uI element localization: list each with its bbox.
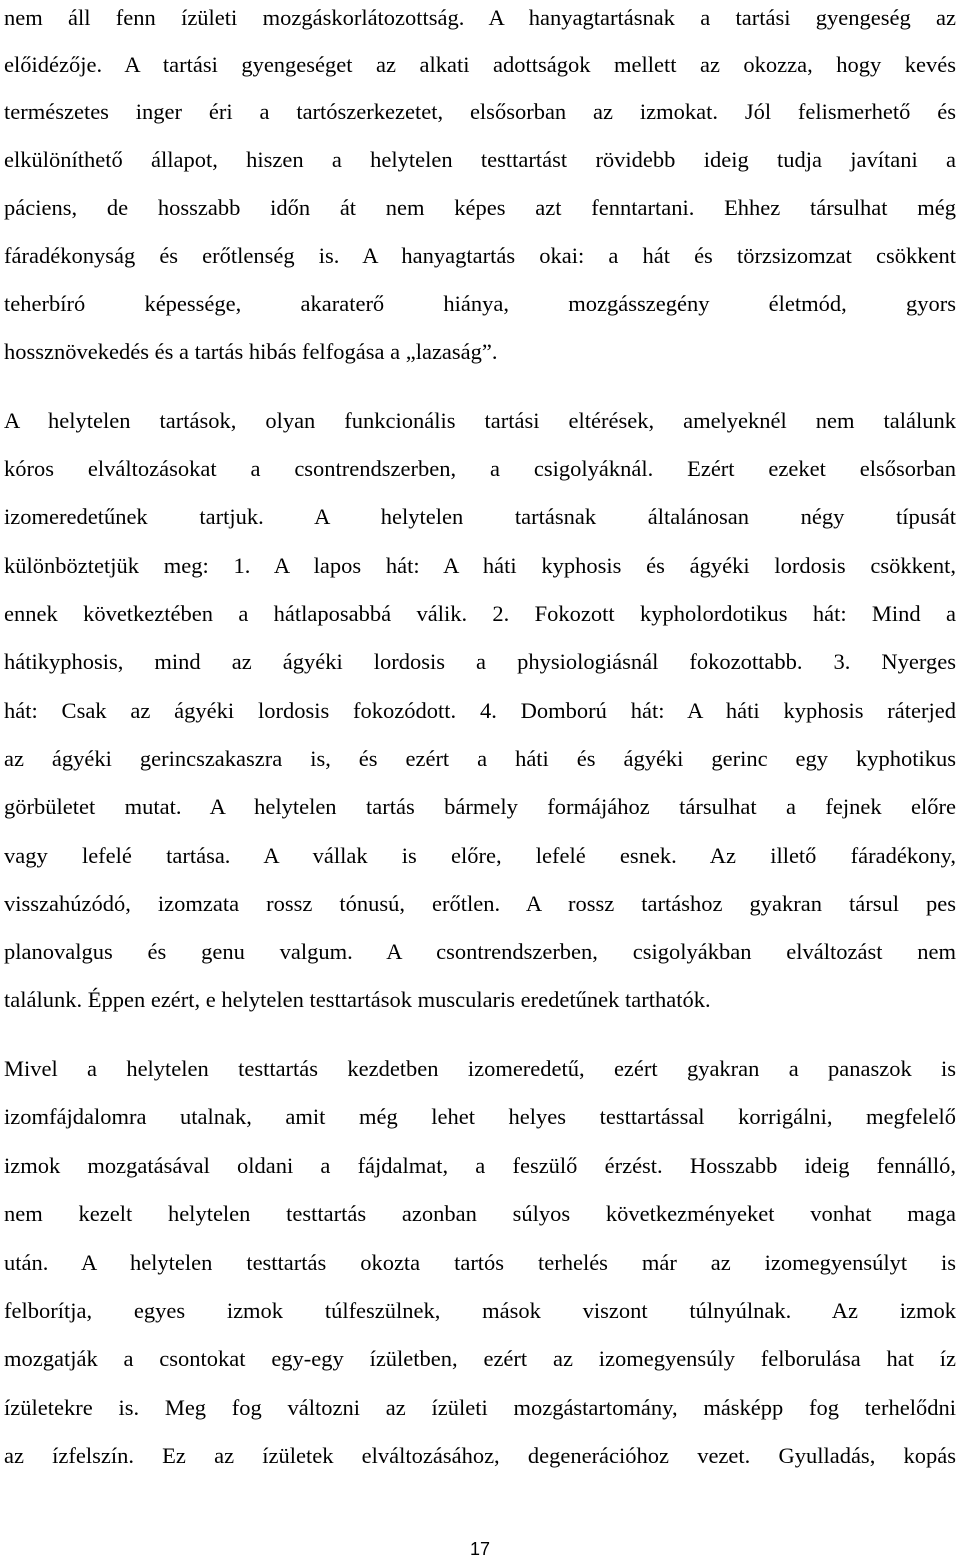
text-line: planovalgus és genu valgum. A csontrendszerben, csigolyákban elváltozást nem bbox=[4, 939, 956, 964]
text-line: találunk. Éppen ezért, e helytelen testtartások muscularis eredetűnek tarthatók. bbox=[4, 987, 711, 1012]
text-line: elkülöníthető állapot, hiszen a helytelen testtartást rövidebb ideig tudja javítani a bbox=[4, 147, 956, 172]
text-line: után. A helytelen testtartás okozta tartós terhelés már az izomegyensúlyt is bbox=[4, 1250, 956, 1275]
text-line: visszahúzódó, izomzata rossz tónusú, erőtlen. A rossz tartáshoz gyakran társul pes bbox=[4, 891, 956, 916]
text-line: fáradékonyság és erőtlenség is. A hanyagtartás okai: a hát és törzsizomzat csökkent bbox=[4, 243, 956, 268]
text-line: hossznövekedés és a tartás hibás felfogása a „lazaság”. bbox=[4, 339, 498, 364]
text-line: az ízfelszín. Ez az ízületek elváltozásához, degenerációhoz vezet. Gyulladás, kopás bbox=[4, 1443, 956, 1468]
text-line: ízületekre is. Meg fog változni az ízületi mozgástartomány, másképp fog terhelődni bbox=[4, 1395, 956, 1420]
text-line: páciens, de hosszabb időn át nem képes azt fenntartani. Ehhez társulhat még bbox=[4, 195, 956, 220]
text-line: vagy lefelé tartása. A vállak is előre, lefelé esnek. Az illető fáradékony, bbox=[4, 843, 956, 868]
text-line: hát: Csak az ágyéki lordosis fokozódott. 4. Domború hát: A háti kyphosis ráterjed bbox=[4, 698, 956, 723]
text-line: izomfájdalomra utalnak, amit még lehet helyes testtartással korrigálni, megfelelő bbox=[4, 1104, 956, 1129]
text-line: előidézője. A tartási gyengeséget az alkati adottságok mellett az okozza, hogy kevés bbox=[4, 52, 956, 77]
text-line: A helytelen tartások, olyan funkcionális tartási eltérések, amelyeknél nem találunk bbox=[4, 408, 956, 433]
text-line: hátikyphosis, mind az ágyéki lordosis a physiologiásnál fokozottabb. 3. Nyerges bbox=[4, 649, 956, 674]
text-line: az ágyéki gerincszakaszra is, és ezért a háti és ágyéki gerinc egy kyphotikus bbox=[4, 746, 956, 771]
text-line: különböztetjük meg: 1. A lapos hát: A háti kyphosis és ágyéki lordosis csökkent, bbox=[4, 553, 956, 578]
page-number: 17 bbox=[469, 1539, 491, 1559]
text-line: Mivel a helytelen testtartás kezdetben izomeredetű, ezért gyakran a panaszok is bbox=[4, 1056, 956, 1081]
text-line: nem áll fenn ízületi mozgáskorlátozottság. A hanyagtartásnak a tartási gyengeség az bbox=[4, 5, 956, 30]
text-line: teherbíró képessége, akaraterő hiánya, mozgásszegény életmód, gyors bbox=[4, 291, 956, 316]
text-line: izmok mozgatásával oldani a fájdalmat, a feszülő érzést. Hosszabb ideig fennálló, bbox=[4, 1153, 956, 1178]
text-line: izomeredetűnek tartjuk. A helytelen tartásnak általánosan négy típusát bbox=[4, 504, 956, 529]
text-line: kóros elváltozásokat a csontrendszerben, a csigolyáknál. Ezért ezeket elsősorban bbox=[4, 456, 956, 481]
text-line: ennek következtében a hátlaposabbá válik. 2. Fokozott kypholordotikus hát: Mind a bbox=[4, 601, 956, 626]
text-line: természetes inger éri a tartószerkezetet, elsősorban az izmokat. Jól felismerhető és bbox=[4, 99, 956, 124]
text-line: felborítja, egyes izmok túlfeszülnek, mások viszont túlnyúlnak. Az izmok bbox=[4, 1298, 956, 1323]
text-line: nem kezelt helytelen testtartás azonban súlyos következményeket vonhat maga bbox=[4, 1201, 956, 1226]
text-line: mozgatják a csontokat egy-egy ízületben, ezért az izomegyensúly felborulása hat íz bbox=[4, 1346, 956, 1371]
text-line: görbületet mutat. A helytelen tartás bármely formájához társulhat a fejnek előre bbox=[4, 794, 956, 819]
